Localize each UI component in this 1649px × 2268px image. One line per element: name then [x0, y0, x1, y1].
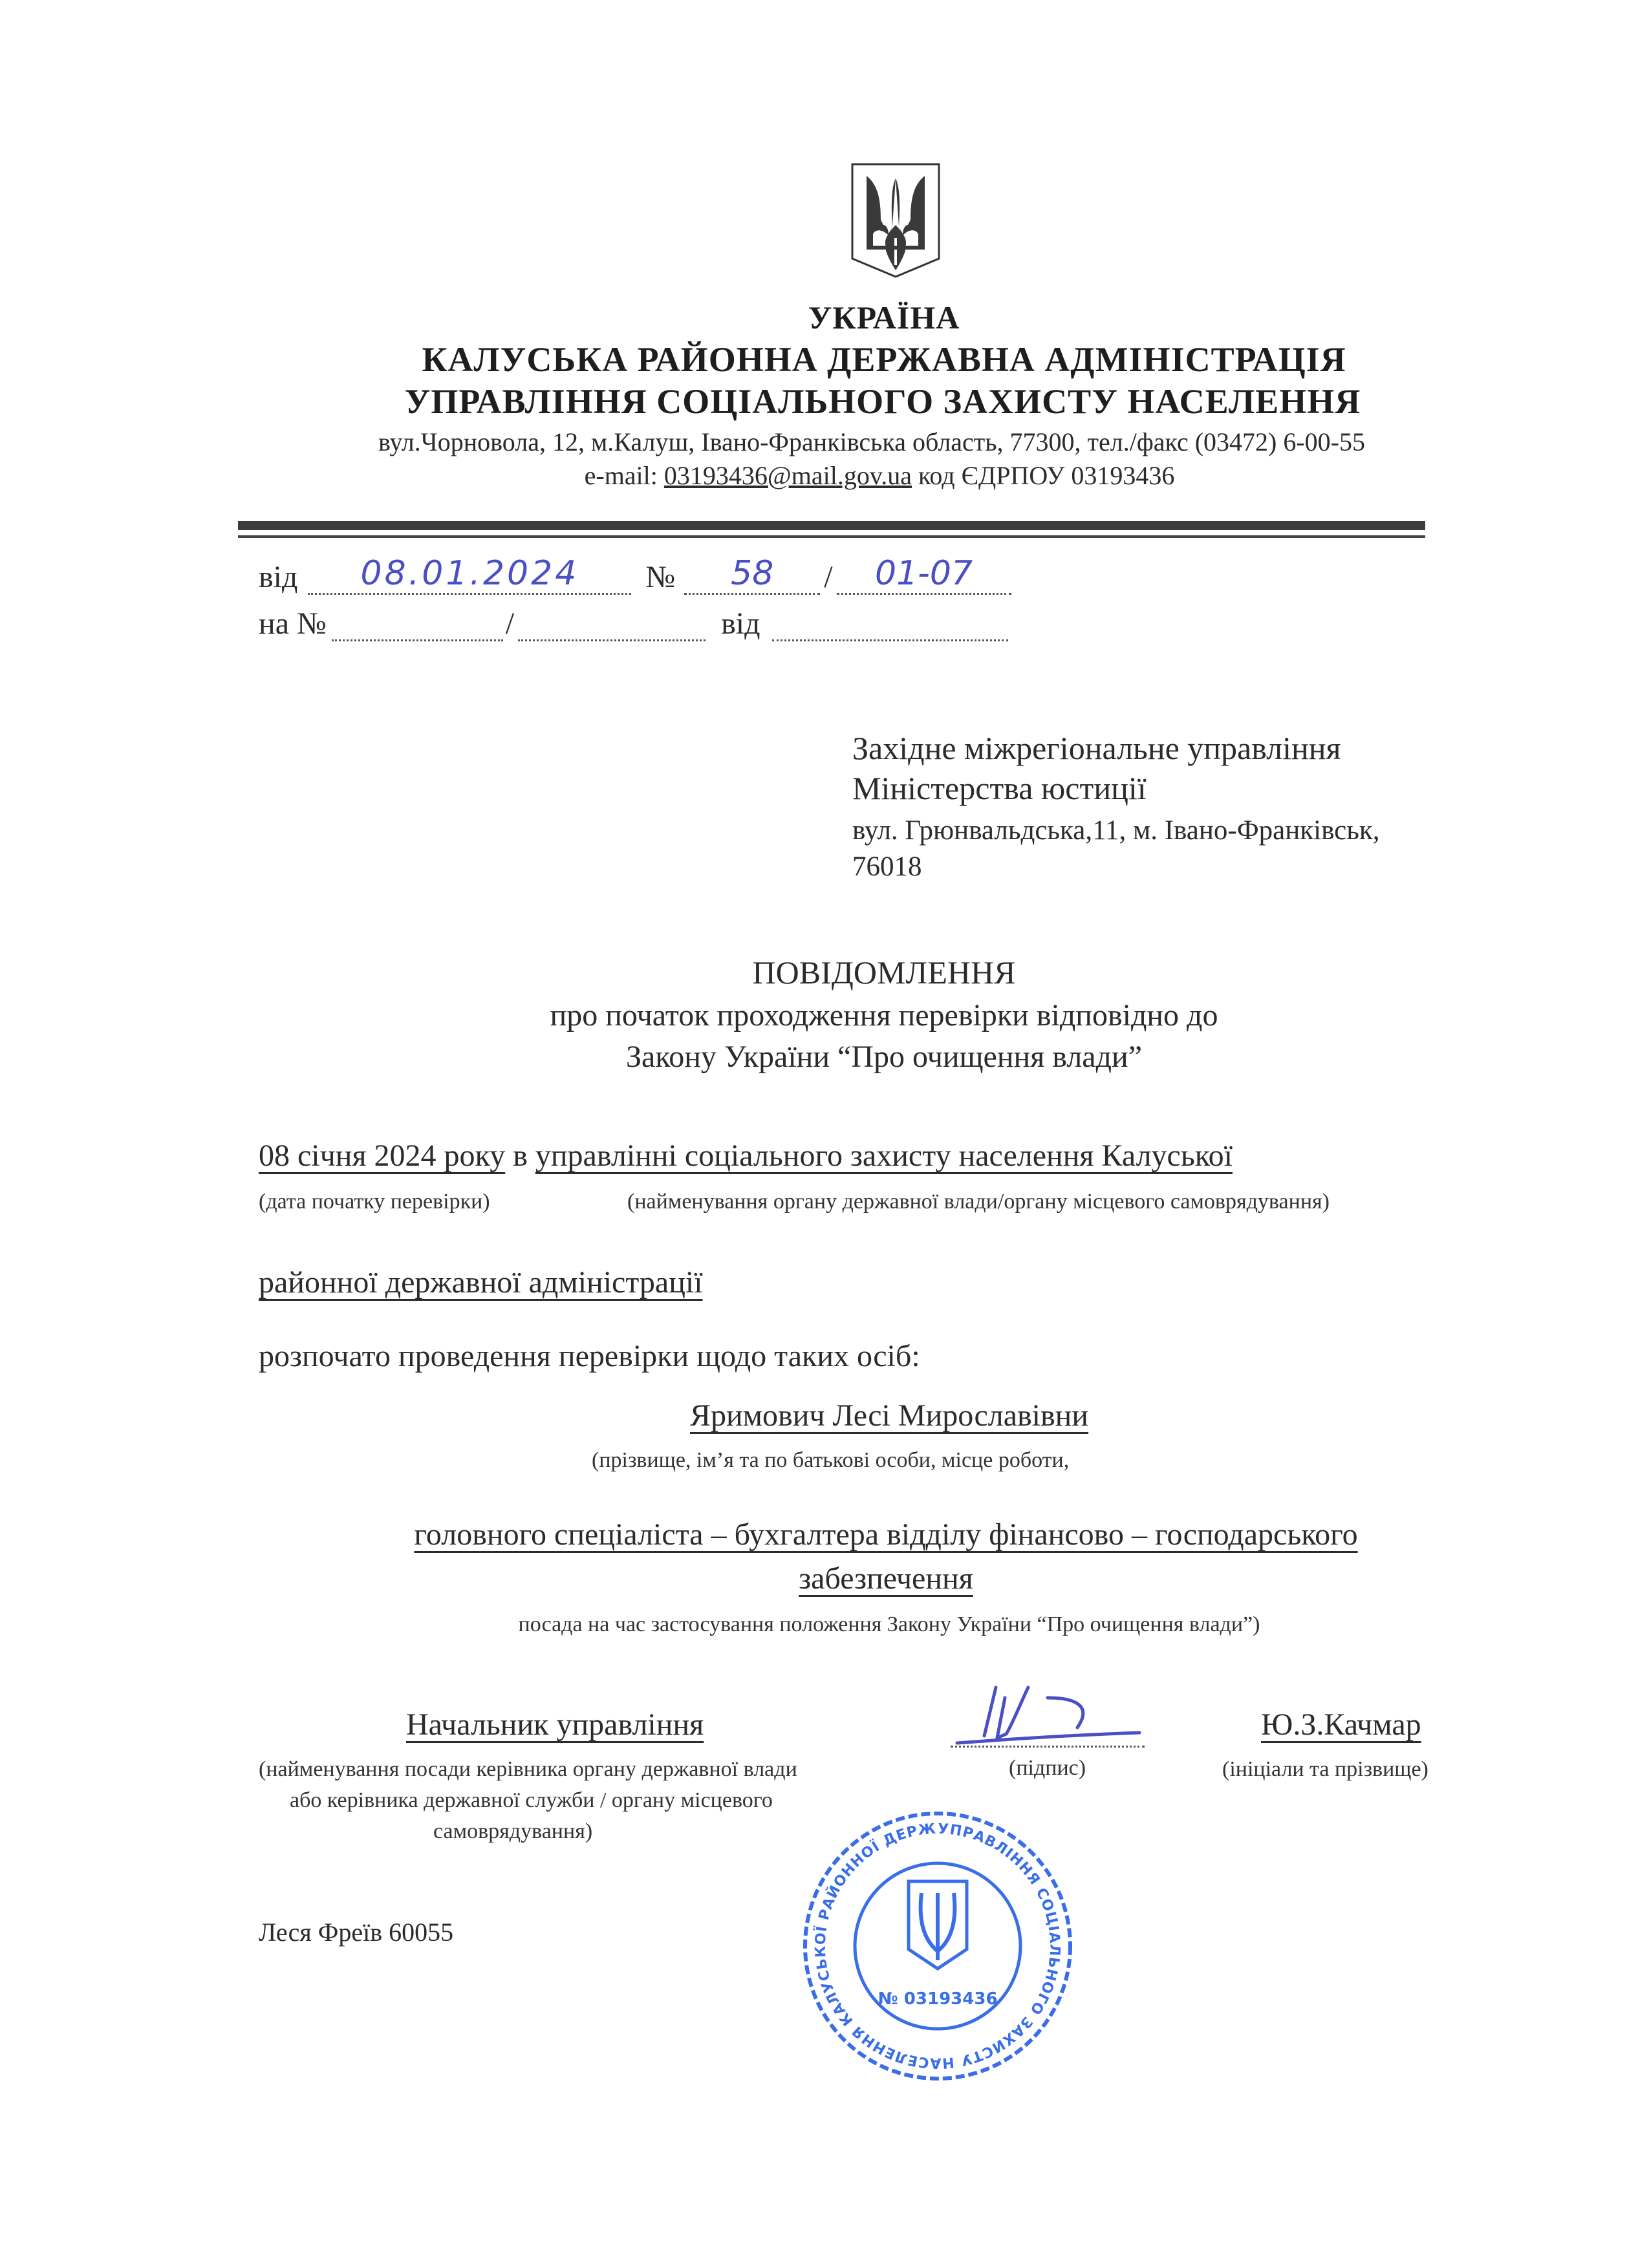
outgoing-number-label: № — [645, 560, 676, 594]
edrpou-code: код ЄДРПОУ 03193436 — [918, 461, 1175, 490]
outgoing-index-field[interactable] — [837, 554, 1011, 595]
outgoing-date-label: від — [259, 560, 298, 594]
outgoing-number-handwritten: 58 — [731, 554, 774, 593]
caption-signature: (підпис) — [1009, 1756, 1086, 1780]
header-department: УПРАВЛІННЯ СОЦІАЛЬНОГО ЗАХИСТУ НАСЕЛЕННЯ — [404, 382, 1361, 421]
reply-to-number-label: на № — [259, 606, 327, 641]
check-started-text: розпочато проведення перевірки щодо таких осіб: — [259, 1339, 920, 1373]
signature — [951, 1681, 1145, 1746]
document-title: ПОВІДОМЛЕННЯ — [752, 954, 1016, 990]
outgoing-registration-row — [259, 550, 1011, 595]
email-link[interactable]: 03193436@mail.gov.ua — [663, 461, 912, 490]
caption-signer-position-2: або керівника державної служби / органу місцевого — [290, 1788, 773, 1812]
recipient-line-2: Міністерства юстиції — [852, 770, 1147, 806]
reply-registration-row — [259, 596, 1008, 641]
caption-position: посада на час застосування положення Закону України “Про очищення влади”) — [518, 1612, 1260, 1636]
in-word: в — [513, 1139, 528, 1173]
header-address: вул.Чорновола, 12, м.Калуш, Івано-Франківська область, 77300, тел./факс (03472) 6-00-55 — [378, 427, 1365, 456]
outgoing-date-field[interactable] — [308, 554, 631, 595]
stamp-outer-text: УПРАВЛІННЯ СОЦІАЛЬНОГО ЗАХИСТУ НАСЕЛЕННЯ КАЛУСЬКОЇ РАЙОННОЇ ДЕРЖ — [812, 1821, 1063, 2071]
trident-coat-of-arms-icon — [850, 162, 942, 279]
outgoing-date-handwritten: 08.01.2024 — [360, 554, 579, 593]
outgoing-index-handwritten: 01-07 — [875, 554, 973, 593]
caption-person: (прізвище, ім’я та по батькові особи, місце роботи, — [592, 1448, 1070, 1472]
reply-to-index-field[interactable] — [518, 633, 706, 641]
check-start-line — [259, 1138, 1233, 1173]
stamp-code: № 03193436 — [878, 1989, 998, 2009]
authority-name-part-1: управлінні соціального захисту населення Калуської — [535, 1139, 1233, 1173]
official-round-stamp-icon — [802, 1810, 1073, 2082]
header-administration: КАЛУСЬКА РАЙОННА ДЕРЖАВНА АДМІНІСТРАЦІЯ — [422, 340, 1346, 379]
person-name: Яримович Лесі Мирославівни — [689, 1398, 1089, 1433]
recipient-address-2: 76018 — [852, 851, 922, 882]
document-subtitle-2: Закону України “Про очищення влади” — [626, 1040, 1142, 1074]
caption-signer-name: (ініціали та прізвище) — [1222, 1757, 1428, 1781]
header-rule-thick — [238, 521, 1425, 530]
signature-line — [951, 1746, 1145, 1748]
reply-to-date-field[interactable] — [772, 633, 1008, 641]
signer-position: Начальник управління — [406, 1707, 704, 1742]
signer-name: Ю.З.Качмар — [1261, 1707, 1421, 1742]
svg-text:УПРАВЛІННЯ СОЦІАЛЬНОГО ЗАХИСТУ — [802, 1810, 1062, 2071]
reply-to-date-label: від — [721, 606, 760, 641]
recipient-address-1: вул. Грюнвальдська,11, м. Івано-Франківськ, — [852, 815, 1380, 846]
check-start-date: 08 січня 2024 року — [259, 1139, 506, 1173]
official-stamp — [802, 1810, 1073, 2082]
reply-to-slash: / — [505, 606, 515, 641]
executor-info: Леся Фреїв 60055 — [259, 1918, 454, 1947]
header-country: УКРАЇНА — [808, 299, 960, 336]
caption-signer-position-1: (найменування посади керівника органу державної влади — [259, 1757, 797, 1781]
position-line-2: забезпечення — [799, 1561, 973, 1596]
caption-signer-position-3: самоврядування) — [433, 1819, 593, 1843]
handwritten-signature-icon — [951, 1681, 1145, 1746]
outgoing-number-field[interactable] — [684, 554, 820, 595]
recipient-line-1: Західне міжрегіональне управління — [852, 730, 1341, 766]
authority-name-part-2: районної державної адміністрації — [259, 1265, 703, 1300]
reply-to-number-field[interactable] — [332, 633, 503, 641]
coat-of-arms — [850, 162, 942, 279]
position-line-1: головного спеціаліста – бухгалтера відділу фінансово – господарського — [414, 1517, 1358, 1552]
document-subtitle-1: про початок проходження перевірки відповідно до — [550, 998, 1218, 1032]
caption-authority: (найменування органу державної влади/органу місцевого самоврядування) — [627, 1190, 1330, 1214]
email-label: e-mail: — [584, 461, 658, 490]
outgoing-number-slash: / — [824, 560, 833, 594]
header-contacts — [585, 460, 1175, 491]
header-rule-thin — [238, 535, 1425, 538]
caption-check-date: (дата початку перевірки) — [259, 1190, 490, 1214]
